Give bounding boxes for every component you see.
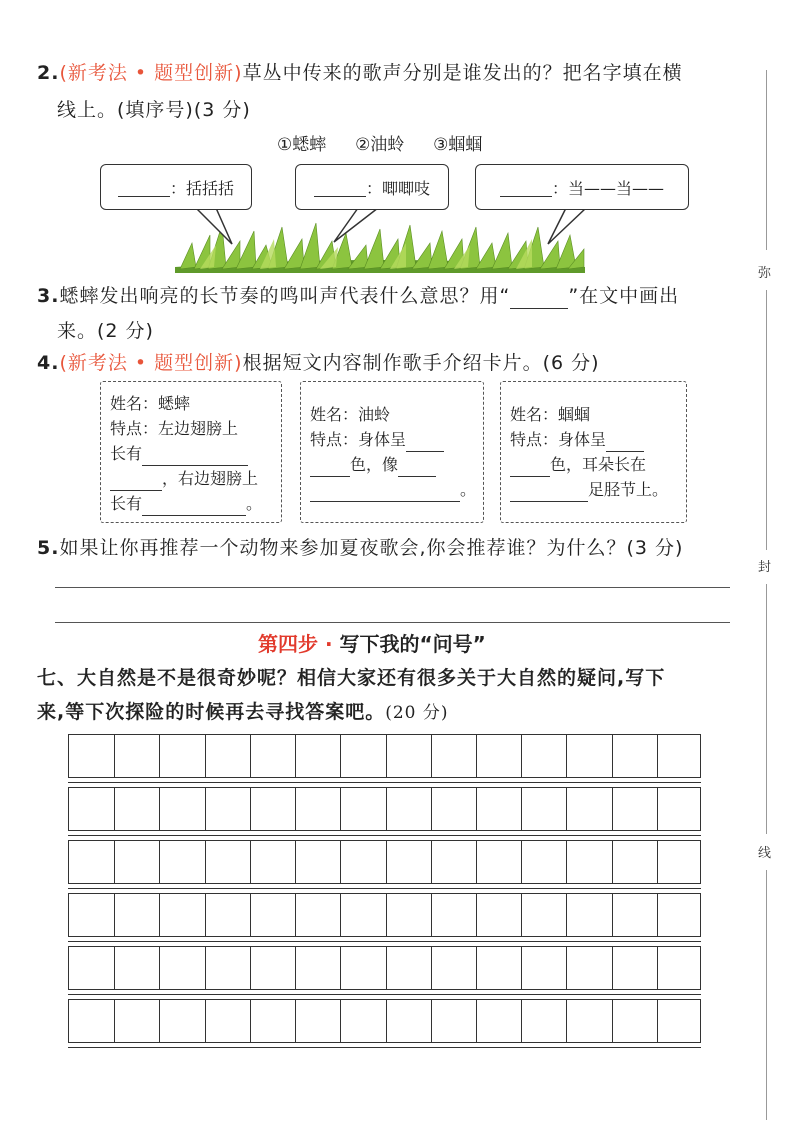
card-2-end: 。: [460, 480, 477, 499]
grid-cell-divider: [657, 947, 658, 989]
side-rule-1: [766, 70, 767, 250]
grid-cell-divider: [386, 841, 387, 883]
grid-cell-divider: [114, 841, 115, 883]
q3-text1b: ”在文中画出: [568, 285, 680, 307]
q4-number: 4.: [37, 352, 60, 374]
grid-cell-divider: [340, 947, 341, 989]
card-1-end: 。: [246, 494, 263, 513]
side-char-3: 线: [758, 846, 772, 861]
grid-cell-divider: [159, 788, 160, 830]
q2-option-1: ①蟋蟀: [277, 135, 327, 155]
grid-cell-divider: [295, 947, 296, 989]
grid-gap-line: [68, 941, 701, 942]
q5-text: 如果让你再推荐一个动物来参加夏夜歌会,你会推荐谁？为什么？(3 分): [59, 537, 684, 559]
card-2-line2: 特点：身体呈: [310, 430, 407, 449]
q2-line2: 线上。(填序号)(3 分): [57, 99, 251, 121]
grid-cell-divider: [476, 1000, 477, 1042]
grid-cell-divider: [386, 947, 387, 989]
grid-cell-divider: [295, 894, 296, 936]
grid-cell-divider: [431, 735, 432, 777]
side-char-1: 弥: [758, 266, 772, 281]
grid-cell-divider: [159, 894, 160, 936]
q2-number: 2.: [37, 62, 60, 84]
card-1-line3: 长有: [110, 444, 143, 463]
grid-cell-divider: [250, 841, 251, 883]
grid-cell-divider: [159, 947, 160, 989]
step4-label: 第四步 ·: [258, 632, 333, 656]
grid-cell-divider: [431, 841, 432, 883]
grid-band: [68, 893, 701, 937]
grid-cell-divider: [386, 788, 387, 830]
grid-cell-divider: [205, 1000, 206, 1042]
grid-cell-divider: [114, 894, 115, 936]
grid-cell-divider: [476, 841, 477, 883]
grid-cell-divider: [340, 735, 341, 777]
grid-cell-divider: [657, 788, 658, 830]
q3-number: 3.: [37, 285, 60, 307]
q3-line2: 来。(2 分): [57, 320, 154, 342]
grid-cell-divider: [566, 735, 567, 777]
grid-cell-divider: [250, 947, 251, 989]
card-2-name: 姓名：油蛉: [310, 405, 391, 424]
grid-cell-divider: [657, 735, 658, 777]
q7-text2: 来,等下次探险的时候再去寻找答案吧。: [37, 701, 386, 723]
q2-option-2: ②油蛉: [355, 135, 405, 155]
side-char-2: 封: [758, 560, 772, 575]
grid-cell-divider: [657, 1000, 658, 1042]
card-3-line2: 特点：身体呈: [510, 430, 607, 449]
card-1-line4: ，右边翅膀上: [162, 469, 259, 488]
q2-text1: 草丛中传来的歌声分别是谁发出的？把名字填在横: [242, 62, 683, 84]
grid-cell-divider: [657, 894, 658, 936]
grid-cell-divider: [159, 841, 160, 883]
grid-cell-divider: [612, 841, 613, 883]
bubble-3-text: ：当——当——: [551, 178, 664, 198]
grid-band: [68, 734, 701, 778]
grid-cell-divider: [521, 841, 522, 883]
grid-cell-divider: [566, 841, 567, 883]
grid-gap-line: [68, 1047, 701, 1048]
step4-title: 写下我的“问号”: [339, 632, 486, 656]
grid-cell-divider: [476, 735, 477, 777]
grid-band: [68, 840, 701, 884]
grid-cell-divider: [476, 788, 477, 830]
grid-cell-divider: [612, 947, 613, 989]
q4-tag: (新考法 • 题型创新): [59, 352, 243, 374]
grid-cell-divider: [250, 788, 251, 830]
side-rule-2: [766, 290, 767, 550]
grid-gap-line: [68, 835, 701, 836]
grid-cell-divider: [205, 735, 206, 777]
grid-cell-divider: [159, 1000, 160, 1042]
grid-cell-divider: [340, 788, 341, 830]
grid-cell-divider: [114, 735, 115, 777]
grid-gap-line: [68, 994, 701, 995]
bubble-1-text: ：括括括: [169, 178, 234, 198]
grid-cell-divider: [386, 894, 387, 936]
grid-cell-divider: [521, 788, 522, 830]
card-1-line5: 长有: [110, 494, 143, 513]
q4-text: 根据短文内容制作歌手介绍卡片。(6 分): [242, 352, 600, 374]
side-rule-4: [766, 870, 767, 1120]
grid-cell-divider: [205, 894, 206, 936]
bubble-2-text: ：唧唧吱: [365, 178, 430, 198]
q2-option-3: ③蝈蝈: [433, 135, 483, 155]
grid-cell-divider: [295, 788, 296, 830]
grid-cell-divider: [521, 947, 522, 989]
grid-cell-divider: [205, 788, 206, 830]
grid-cell-divider: [205, 841, 206, 883]
grid-cell-divider: [295, 841, 296, 883]
grid-cell-divider: [159, 735, 160, 777]
grid-cell-divider: [295, 735, 296, 777]
grid-band: [68, 946, 701, 990]
card-2-line3: 色，像: [350, 455, 399, 474]
grid-cell-divider: [566, 947, 567, 989]
grid-cell-divider: [114, 947, 115, 989]
grid-cell-divider: [476, 894, 477, 936]
grid-cell-divider: [521, 894, 522, 936]
grid-cell-divider: [566, 1000, 567, 1042]
grid-cell-divider: [250, 894, 251, 936]
grid-cell-divider: [612, 894, 613, 936]
grid-cell-divider: [521, 1000, 522, 1042]
grid-cell-divider: [386, 1000, 387, 1042]
card-1-name: 姓名：蟋蟀: [110, 394, 191, 413]
q7-line1: 七、大自然是不是很奇妙呢？相信大家还有很多关于大自然的疑问,写下: [37, 667, 666, 689]
grid-cell-divider: [612, 788, 613, 830]
q2-tag: (新考法 • 题型创新): [59, 62, 243, 84]
grid-cell-divider: [431, 947, 432, 989]
grid-cell-divider: [566, 788, 567, 830]
grid-cell-divider: [386, 735, 387, 777]
grid-cell-divider: [205, 947, 206, 989]
grid-cell-divider: [476, 947, 477, 989]
grid-cell-divider: [340, 1000, 341, 1042]
grid-cell-divider: [431, 1000, 432, 1042]
q3-text1: 蟋蟀发出响亮的长节奏的鸣叫声代表什么意思？用“: [59, 285, 511, 307]
q7-score: (20 分): [385, 703, 449, 723]
grid-cell-divider: [657, 841, 658, 883]
grid-cell-divider: [566, 894, 567, 936]
card-3-name: 姓名：蝈蝈: [510, 405, 591, 424]
grid-cell-divider: [114, 1000, 115, 1042]
grid-cell-divider: [431, 894, 432, 936]
card-3-line3: 色，耳朵长在: [550, 455, 647, 474]
grid-cell-divider: [114, 788, 115, 830]
q5-number: 5.: [37, 537, 60, 559]
grid-cell-divider: [612, 735, 613, 777]
grid-cell-divider: [521, 735, 522, 777]
grid-cell-divider: [340, 894, 341, 936]
grid-cell-divider: [612, 1000, 613, 1042]
card-1-line2: 特点：左边翅膀上: [110, 419, 239, 438]
grid-gap-line: [68, 888, 701, 889]
card-3-line4: 足胫节上。: [588, 480, 669, 499]
grid-gap-line: [68, 782, 701, 783]
grid-cell-divider: [250, 1000, 251, 1042]
grid-cell-divider: [431, 788, 432, 830]
grid-band: [68, 787, 701, 831]
grid-cell-divider: [250, 735, 251, 777]
grid-cell-divider: [295, 1000, 296, 1042]
grid-band: [68, 999, 701, 1043]
grid-cell-divider: [340, 841, 341, 883]
side-rule-3: [766, 584, 767, 834]
